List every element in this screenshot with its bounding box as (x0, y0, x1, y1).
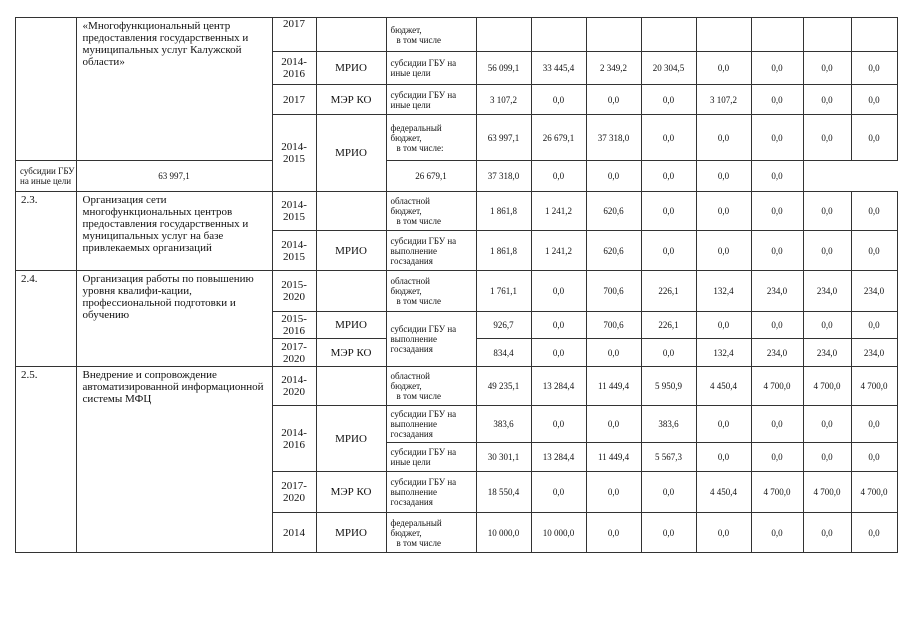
amount-cell: 10 000,0 (531, 513, 586, 553)
amount-cell: 37 318,0 (586, 115, 641, 161)
amount-cell: 20 304,5 (641, 52, 696, 85)
amount-cell: 0,0 (803, 85, 851, 115)
amount-cell: 620,6 (586, 192, 641, 231)
amount-cell: 0,0 (803, 443, 851, 472)
executor-cell: МЭР КО (316, 85, 386, 115)
funding-source-line: в том числе (396, 391, 441, 401)
executor-cell (316, 271, 386, 312)
amount-cell: 0,0 (531, 271, 586, 312)
funding-source-line: в том числе (396, 34, 441, 45)
amount-cell: 234,0 (851, 271, 897, 312)
amount-cell: 0,0 (751, 161, 803, 192)
funding-source-line: госзадания (390, 344, 433, 354)
table-row (16, 161, 898, 192)
amount-cell: 132,4 (696, 271, 751, 312)
executor-cell: МРИО (316, 312, 386, 339)
period-cell: 2015-2016 (272, 312, 316, 339)
funding-source-cell (386, 443, 476, 472)
budget-table (15, 17, 898, 553)
funding-source-line: бюджет, (390, 527, 422, 538)
period-cell: 2017 (272, 85, 316, 115)
amount-cell: 0,0 (641, 85, 696, 115)
amount-cell: 234,0 (751, 271, 803, 312)
funding-source-cell (16, 161, 77, 192)
funding-source-line: субсидии ГБУ на (390, 447, 457, 457)
amount-cell: 0,0 (696, 443, 751, 472)
measure-name-cell: Внедрение и сопровождение автоматизированной информационной системы МФЦ (76, 367, 272, 553)
amount-cell: 0,0 (696, 52, 751, 85)
amount-cell: 37 318,0 (476, 161, 531, 192)
amount-cell: 3 107,2 (476, 85, 531, 115)
funding-source-line: иные цели (390, 99, 431, 110)
funding-source-line: в том числе (396, 537, 441, 548)
amount-cell: 26 679,1 (531, 115, 586, 161)
amount-cell: 4 700,0 (851, 367, 897, 406)
period-cell: 2014-2015 (272, 115, 316, 192)
amount-cell: 11 449,4 (586, 443, 641, 472)
funding-source-line: областной (390, 276, 430, 286)
amount-cell: 4 700,0 (803, 472, 851, 513)
period-cell: 2017-2020 (272, 472, 316, 513)
amount-cell: 700,6 (586, 271, 641, 312)
amount-cell: 0,0 (803, 312, 851, 339)
amount-cell: 0,0 (586, 472, 641, 513)
table-row (16, 18, 898, 52)
item-number-cell: 2.3. (16, 192, 77, 271)
amount-cell: 0,0 (751, 513, 803, 553)
amount-cell: 0,0 (803, 52, 851, 85)
amount-cell: 0,0 (641, 513, 696, 553)
amount-cell: 0,0 (851, 52, 897, 85)
funding-source-line: областной (390, 196, 430, 206)
funding-source-line: на иные цели (20, 176, 72, 186)
amount-cell (586, 18, 641, 52)
funding-source-line: иные цели (390, 68, 431, 78)
amount-cell: 0,0 (751, 443, 803, 472)
table-row (16, 367, 898, 406)
executor-cell: МРИО (316, 406, 386, 472)
amount-cell: 0,0 (696, 312, 751, 339)
amount-cell: 926,7 (476, 312, 531, 339)
amount-cell: 0,0 (641, 161, 696, 192)
amount-cell: 234,0 (751, 339, 803, 367)
funding-source-cell (386, 18, 476, 52)
measure-name-cell: Организация сети многофункциональных центров предоставления государственных и муниципальных услуг на базе привлекаемых организаций (76, 192, 272, 271)
amount-cell: 0,0 (751, 312, 803, 339)
amount-cell: 0,0 (696, 192, 751, 231)
amount-cell: 0,0 (531, 161, 586, 192)
amount-cell: 620,6 (586, 231, 641, 271)
funding-source-line: бюджет, (390, 286, 422, 296)
funding-source-cell (386, 472, 476, 513)
amount-cell: 0,0 (586, 339, 641, 367)
amount-cell: 4 700,0 (851, 472, 897, 513)
amount-cell: 0,0 (586, 406, 641, 443)
funding-source-line: федеральный (390, 517, 442, 528)
period-cell: 2017-2020 (272, 339, 316, 367)
executor-cell: МРИО (316, 513, 386, 553)
funding-source-line: бюджет, (390, 381, 422, 391)
amount-cell: 1 861,8 (476, 231, 531, 271)
amount-cell: 1 861,8 (476, 192, 531, 231)
amount-cell: 0,0 (641, 192, 696, 231)
amount-cell: 18 550,4 (476, 472, 531, 513)
amount-cell: 383,6 (476, 406, 531, 443)
amount-cell: 132,4 (696, 339, 751, 367)
amount-cell: 226,1 (641, 312, 696, 339)
executor-cell (316, 192, 386, 231)
funding-source-line: субсидии ГБУ на (390, 58, 457, 68)
amount-cell: 5 567,3 (641, 443, 696, 472)
funding-source-line: бюджет, (390, 132, 422, 143)
funding-source-line: выполнение (390, 245, 437, 256)
funding-source-line: выполнение (390, 334, 437, 344)
amount-cell: 5 950,9 (641, 367, 696, 406)
amount-cell: 0,0 (851, 85, 897, 115)
amount-cell: 63 997,1 (76, 161, 272, 192)
period-cell: 2014-2015 (272, 231, 316, 271)
item-number-cell: 2.4. (16, 271, 77, 367)
amount-cell: 30 301,1 (476, 443, 531, 472)
period-cell: 2017 (272, 18, 316, 52)
amount-cell: 0,0 (803, 115, 851, 161)
funding-source-line: выполнение (390, 487, 437, 497)
funding-source-cell (386, 85, 476, 115)
amount-cell: 226,1 (641, 271, 696, 312)
amount-cell: 0,0 (531, 312, 586, 339)
amount-cell: 10 000,0 (476, 513, 531, 553)
item-number-cell: 2.5. (16, 367, 77, 553)
amount-cell: 0,0 (696, 161, 751, 192)
amount-cell: 4 700,0 (751, 367, 803, 406)
amount-cell: 0,0 (751, 52, 803, 85)
amount-cell: 0,0 (851, 231, 897, 271)
amount-cell: 4 700,0 (751, 472, 803, 513)
amount-cell: 0,0 (531, 406, 586, 443)
amount-cell (476, 18, 531, 52)
budget-table-body (16, 18, 898, 553)
amount-cell: 0,0 (851, 312, 897, 339)
executor-cell: МРИО (316, 231, 386, 271)
amount-cell: 0,0 (803, 192, 851, 231)
amount-cell: 0,0 (851, 192, 897, 231)
funding-source-cell (386, 271, 476, 312)
amount-cell: 0,0 (803, 406, 851, 443)
amount-cell: 13 284,4 (531, 443, 586, 472)
measure-name-cell: «Многофункциональный центр предоставления государственных и муниципальных услуг Калужской области» (76, 18, 272, 161)
amount-cell: 13 284,4 (531, 367, 586, 406)
amount-cell: 63 997,1 (476, 115, 531, 161)
funding-source-cell (386, 312, 476, 367)
amount-cell: 0,0 (641, 231, 696, 271)
amount-cell: 0,0 (586, 513, 641, 553)
funding-source-line: бюджет, (390, 206, 422, 216)
amount-cell: 0,0 (751, 406, 803, 443)
executor-cell: МЭР КО (316, 339, 386, 367)
funding-source-line: субсидии ГБУ на (390, 409, 457, 419)
amount-cell: 56 099,1 (476, 52, 531, 85)
funding-source-line: госзадания (390, 429, 433, 439)
amount-cell: 0,0 (803, 231, 851, 271)
amount-cell: 234,0 (851, 339, 897, 367)
amount-cell: 234,0 (803, 271, 851, 312)
amount-cell: 4 450,4 (696, 472, 751, 513)
funding-source-cell (386, 513, 476, 553)
executor-cell: МРИО (316, 115, 386, 192)
funding-source-line: в том числе: (396, 142, 444, 153)
period-cell: 2014-2016 (272, 406, 316, 472)
amount-cell: 0,0 (641, 115, 696, 161)
funding-source-line: бюджет, (390, 24, 422, 35)
funding-source-line: субсидии ГБУ на (390, 477, 457, 487)
executor-cell: МРИО (316, 52, 386, 85)
amount-cell: 0,0 (531, 85, 586, 115)
funding-source-cell (386, 367, 476, 406)
amount-cell: 0,0 (851, 406, 897, 443)
amount-cell: 33 445,4 (531, 52, 586, 85)
amount-cell: 0,0 (851, 115, 897, 161)
funding-source-cell (386, 192, 476, 231)
funding-source-cell (386, 406, 476, 443)
amount-cell: 4 700,0 (803, 367, 851, 406)
table-row (16, 192, 898, 231)
period-cell: 2014 (272, 513, 316, 553)
amount-cell: 0,0 (696, 115, 751, 161)
amount-cell: 700,6 (586, 312, 641, 339)
funding-source-line: госзадания (390, 255, 433, 266)
funding-source-cell (386, 52, 476, 85)
funding-source-cell (386, 115, 476, 161)
amount-cell: 0,0 (751, 85, 803, 115)
period-cell: 2014-2015 (272, 192, 316, 231)
amount-cell (696, 18, 751, 52)
amount-cell: 0,0 (696, 513, 751, 553)
amount-cell: 0,0 (751, 192, 803, 231)
amount-cell: 0,0 (531, 472, 586, 513)
amount-cell: 0,0 (586, 85, 641, 115)
amount-cell: 2 349,2 (586, 52, 641, 85)
amount-cell: 0,0 (696, 406, 751, 443)
amount-cell: 0,0 (641, 472, 696, 513)
amount-cell: 11 449,4 (586, 367, 641, 406)
amount-cell: 1 241,2 (531, 192, 586, 231)
funding-source-cell (386, 231, 476, 271)
item-number-cell (16, 18, 77, 161)
amount-cell (803, 18, 851, 52)
funding-source-line: иные цели (390, 457, 431, 467)
funding-source-line: в том числе (396, 216, 441, 226)
amount-cell: 26 679,1 (386, 161, 476, 192)
amount-cell: 234,0 (803, 339, 851, 367)
amount-cell: 0,0 (851, 443, 897, 472)
amount-cell: 49 235,1 (476, 367, 531, 406)
period-cell: 2014-2016 (272, 52, 316, 85)
amount-cell: 0,0 (751, 231, 803, 271)
amount-cell: 1 241,2 (531, 231, 586, 271)
funding-source-line: в том числе (396, 296, 441, 306)
table-row (16, 271, 898, 312)
amount-cell: 0,0 (751, 115, 803, 161)
executor-cell: МЭР КО (316, 472, 386, 513)
amount-cell: 0,0 (531, 339, 586, 367)
funding-source-line: областной (390, 371, 430, 381)
funding-source-line: субсидии ГБУ на (390, 89, 457, 100)
amount-cell (851, 18, 897, 52)
funding-source-line: субсидии ГБУ на (390, 324, 457, 334)
amount-cell (751, 18, 803, 52)
executor-cell (316, 18, 386, 52)
funding-source-line: субсидии ГБУ (20, 166, 75, 176)
period-cell: 2015-2020 (272, 271, 316, 312)
funding-source-line: выполнение (390, 419, 437, 429)
amount-cell: 0,0 (696, 231, 751, 271)
amount-cell: 3 107,2 (696, 85, 751, 115)
executor-cell (316, 367, 386, 406)
amount-cell: 1 761,1 (476, 271, 531, 312)
amount-cell: 834,4 (476, 339, 531, 367)
period-cell: 2014-2020 (272, 367, 316, 406)
amount-cell: 383,6 (641, 406, 696, 443)
amount-cell: 0,0 (586, 161, 641, 192)
amount-cell: 0,0 (641, 339, 696, 367)
funding-source-line: субсидии ГБУ на (390, 235, 457, 246)
measure-name-cell: Организация работы по повышению уровня квалифи-кации, профессиональной подготовки и обучению (76, 271, 272, 367)
amount-cell (531, 18, 586, 52)
funding-source-line: федеральный (390, 122, 442, 133)
amount-cell: 0,0 (851, 513, 897, 553)
amount-cell (641, 18, 696, 52)
amount-cell: 4 450,4 (696, 367, 751, 406)
funding-source-line: госзадания (390, 497, 433, 507)
amount-cell: 0,0 (803, 513, 851, 553)
